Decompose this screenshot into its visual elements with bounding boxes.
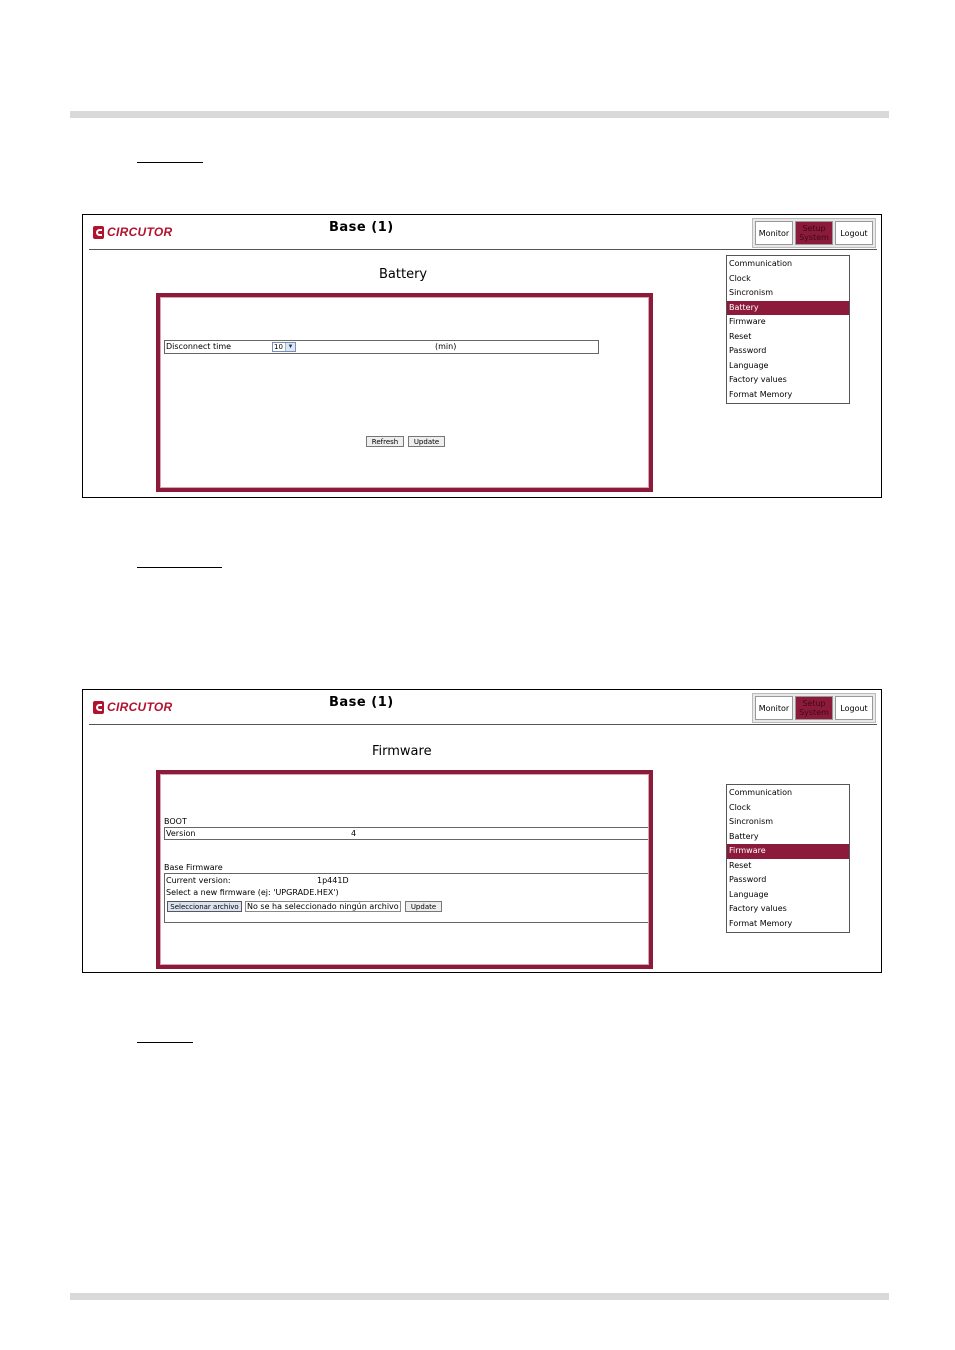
page-title: Firmware: [372, 744, 432, 759]
menu-item-firmware[interactable]: Firmware: [729, 317, 766, 326]
disconnect-time-label: Disconnect time: [166, 342, 232, 351]
section-heading-underline: [137, 567, 222, 568]
version-label: Version: [166, 829, 196, 838]
menu-item-language[interactable]: Language: [729, 889, 769, 899]
menu-item-format-memory[interactable]: Format Memory: [729, 918, 793, 928]
header-bar: [89, 215, 877, 250]
battery-content-frame: [156, 293, 653, 492]
menu-item-reset[interactable]: Reset: [729, 860, 752, 870]
disconnect-time-row: [164, 340, 599, 354]
menu-item-firmware[interactable]: Firmware: [727, 844, 849, 859]
boot-heading: BOOT: [164, 817, 187, 826]
update-button[interactable]: Update: [408, 436, 445, 447]
menu-item-factory-values[interactable]: Factory values: [729, 375, 787, 384]
menu-item-format-memory[interactable]: Format Memory: [729, 389, 793, 399]
version-value: 4: [351, 829, 357, 838]
top-nav: [752, 218, 876, 248]
boot-version-row: [164, 827, 649, 840]
current-version-label: Current version:: [166, 876, 231, 885]
circutor-logo-icon: [93, 226, 104, 239]
menu-item-clock[interactable]: Clock: [729, 273, 751, 283]
section-heading-underline: [137, 162, 203, 163]
setup-menu: [726, 255, 850, 404]
setup-menu: [726, 784, 850, 933]
menu-item-clock[interactable]: Clock: [729, 802, 751, 812]
no-file-selected-text: No se ha seleccionado ningún archivo: [247, 902, 399, 911]
current-version-value: 1p441D: [317, 876, 349, 885]
logo-text: CIRCUTOR: [107, 225, 173, 239]
menu-item-sincronism[interactable]: Sincronism: [729, 817, 774, 826]
firmware-screenshot: [82, 689, 882, 973]
base-firmware-box: [164, 873, 649, 923]
menu-item-reset[interactable]: Reset: [729, 331, 752, 341]
logout-button[interactable]: Logout: [835, 696, 873, 720]
base-firmware-heading: Base Firmware: [164, 863, 223, 872]
disconnect-time-select[interactable]: [272, 342, 296, 352]
menu-item-battery[interactable]: Battery: [729, 831, 759, 841]
chevron-down-icon: ▼: [285, 343, 295, 351]
logo-text: CIRCUTOR: [107, 700, 173, 714]
battery-screenshot: [82, 214, 882, 498]
header-bar: [89, 690, 877, 725]
top-page-rule: [70, 111, 889, 118]
firmware-content-frame: [156, 770, 653, 969]
bottom-page-rule: [70, 1293, 889, 1300]
menu-item-password[interactable]: Password: [729, 875, 767, 884]
select-firmware-prompt: Select a new firmware (ej: 'UPGRADE.HEX'): [166, 888, 339, 897]
menu-item-communication[interactable]: Communication: [729, 259, 793, 268]
device-title: Base (1): [329, 695, 394, 710]
refresh-button[interactable]: Refresh: [366, 436, 404, 447]
setup-system-button[interactable]: Setup System: [795, 696, 833, 720]
setup-system-button[interactable]: Setup System: [795, 221, 833, 245]
section-heading-underline: [137, 1042, 193, 1043]
circutor-logo: [93, 225, 173, 239]
disconnect-time-value: 10: [274, 343, 283, 351]
menu-item-battery[interactable]: Battery: [727, 301, 849, 316]
monitor-button[interactable]: Monitor: [755, 696, 793, 720]
menu-item-password[interactable]: Password: [729, 346, 767, 355]
menu-item-factory-values[interactable]: Factory values: [729, 904, 787, 913]
circutor-logo: [93, 700, 173, 714]
page-title: Battery: [379, 267, 428, 282]
circutor-logo-icon: [93, 701, 104, 714]
logout-button[interactable]: Logout: [835, 221, 873, 245]
menu-item-sincronism[interactable]: Sincronism: [729, 288, 774, 297]
monitor-button[interactable]: Monitor: [755, 221, 793, 245]
choose-file-button[interactable]: Seleccionar archivo: [167, 901, 242, 912]
unit-label: (min): [435, 342, 457, 351]
menu-item-language[interactable]: Language: [729, 360, 769, 370]
top-nav: [752, 693, 876, 723]
device-title: Base (1): [329, 220, 394, 235]
firmware-update-button[interactable]: Update: [405, 901, 442, 912]
menu-item-communication[interactable]: Communication: [729, 788, 793, 797]
